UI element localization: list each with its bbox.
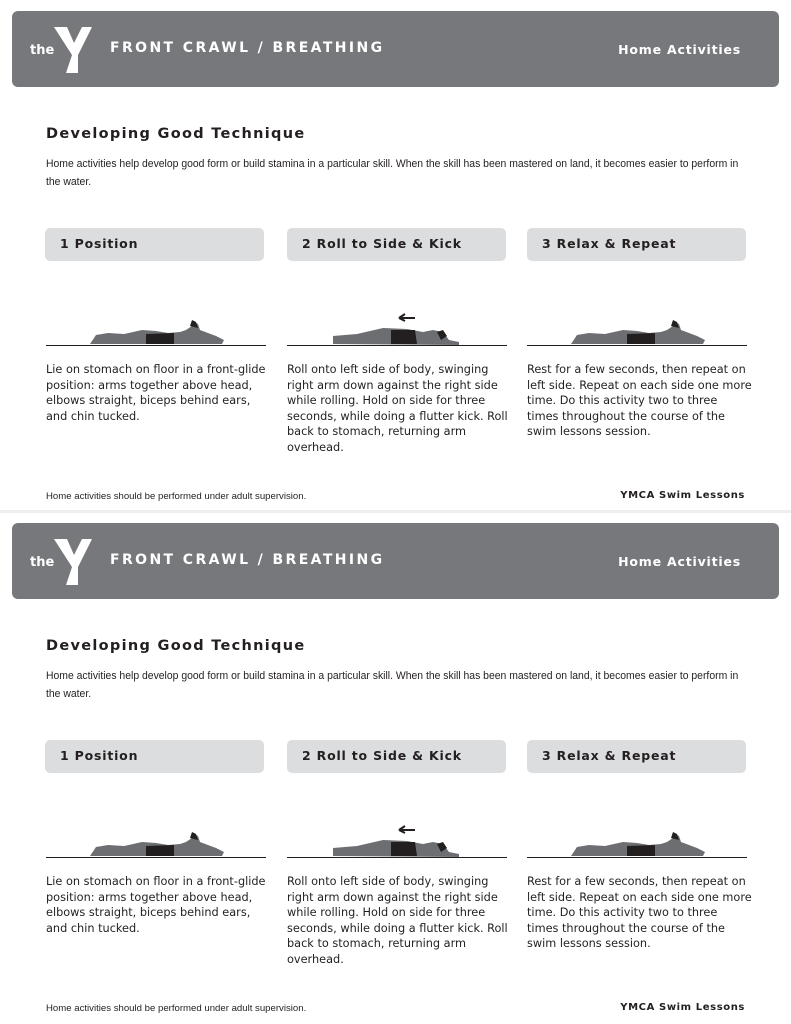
step-1-label: 1 Position — [60, 748, 139, 763]
step-2-tab — [287, 740, 506, 773]
swimmer-prone-glide-icon — [527, 812, 747, 860]
logo-the-text: the — [30, 43, 55, 58]
floor-line — [527, 345, 747, 347]
supervision-note: Home activities should be performed under adult supervision. — [46, 1003, 307, 1014]
step-3-tab — [527, 740, 746, 773]
swimmer-prone-glide-icon — [527, 300, 747, 348]
supervision-note: Home activities should be performed under adult supervision. — [46, 491, 307, 502]
activity-sheet-2 — [0, 512, 791, 1024]
ymca-logo — [30, 25, 94, 75]
intro-paragraph: Home activities help develop good form or build stamina in a particular skill. When the skill has been mastered on land, it becomes easier to perform in the water. — [46, 158, 739, 188]
step-1-description: Lie on stomach on floor in a front-glide position: arms together above head, elbows straight, biceps behind ears, and chin tucked. — [46, 363, 266, 423]
header-banner — [12, 523, 779, 599]
step-2-label: 2 Roll to Side & Kick — [302, 236, 462, 251]
step-1-tab — [45, 228, 264, 261]
floor-line — [46, 345, 266, 347]
banner-section-label: Home Activities — [618, 42, 741, 57]
swimmer-prone-glide-icon — [46, 812, 266, 860]
swimmer-prone-figure — [46, 812, 266, 860]
floor-line — [527, 857, 747, 859]
step-1-tab — [45, 740, 264, 773]
step-2-tab — [287, 228, 506, 261]
step-3-tab — [527, 228, 746, 261]
section-heading: Developing Good Technique — [46, 638, 306, 654]
banner-section-label: Home Activities — [618, 554, 741, 569]
step-1-label: 1 Position — [60, 236, 139, 251]
floor-line — [46, 857, 266, 859]
step-3-description: Rest for a few seconds, then repeat on left side. Repeat on each side one more time. Do this activity two to three times throughout the course of the swim lessons session. — [527, 363, 752, 439]
banner-title: FRONT CRAWL / BREATHING — [110, 40, 385, 56]
swimmer-side-roll-icon — [287, 812, 507, 860]
section-heading: Developing Good Technique — [46, 126, 306, 142]
floor-line — [287, 345, 507, 347]
ymca-y-logo-icon — [52, 25, 94, 75]
ymca-y-logo-icon — [52, 537, 94, 587]
step-2-description: Roll onto left side of body, swinging right arm down against the right side while rolling. Hold on side for three seconds, while doing a flutter kick. Roll back to stomach, returning arm overhead. — [287, 875, 508, 966]
floor-line — [287, 857, 507, 859]
swimmer-side-figure — [287, 812, 507, 860]
step-1-description: Lie on stomach on floor in a front-glide position: arms together above head, elbows straight, biceps behind ears, and chin tucked. — [46, 875, 266, 935]
swimmer-side-figure — [287, 300, 507, 348]
swimmer-prone-glide-icon — [46, 300, 266, 348]
swimmer-prone-figure — [527, 300, 747, 348]
banner-title: FRONT CRAWL / BREATHING — [110, 552, 385, 568]
logo-the-text: the — [30, 555, 55, 570]
swimmer-prone-figure — [46, 300, 266, 348]
swimmer-prone-figure — [527, 812, 747, 860]
footer-brand: YMCA Swim Lessons — [620, 1002, 745, 1013]
ymca-logo — [30, 537, 94, 587]
step-2-label: 2 Roll to Side & Kick — [302, 748, 462, 763]
step-3-label: 3 Relax & Repeat — [542, 748, 677, 763]
step-2-description: Roll onto left side of body, swinging right arm down against the right side while rolling. Hold on side for three seconds, while doing a flutter kick. Roll back to stomach, returning arm overhead. — [287, 363, 508, 454]
intro-paragraph: Home activities help develop good form or build stamina in a particular skill. When the skill has been mastered on land, it becomes easier to perform in the water. — [46, 670, 739, 700]
header-banner — [12, 11, 779, 87]
step-3-label: 3 Relax & Repeat — [542, 236, 677, 251]
step-3-description: Rest for a few seconds, then repeat on left side. Repeat on each side one more time. Do this activity two to three times throughout the course of the swim lessons session. — [527, 875, 752, 951]
swimmer-side-roll-icon — [287, 300, 507, 348]
footer-brand: YMCA Swim Lessons — [620, 490, 745, 501]
